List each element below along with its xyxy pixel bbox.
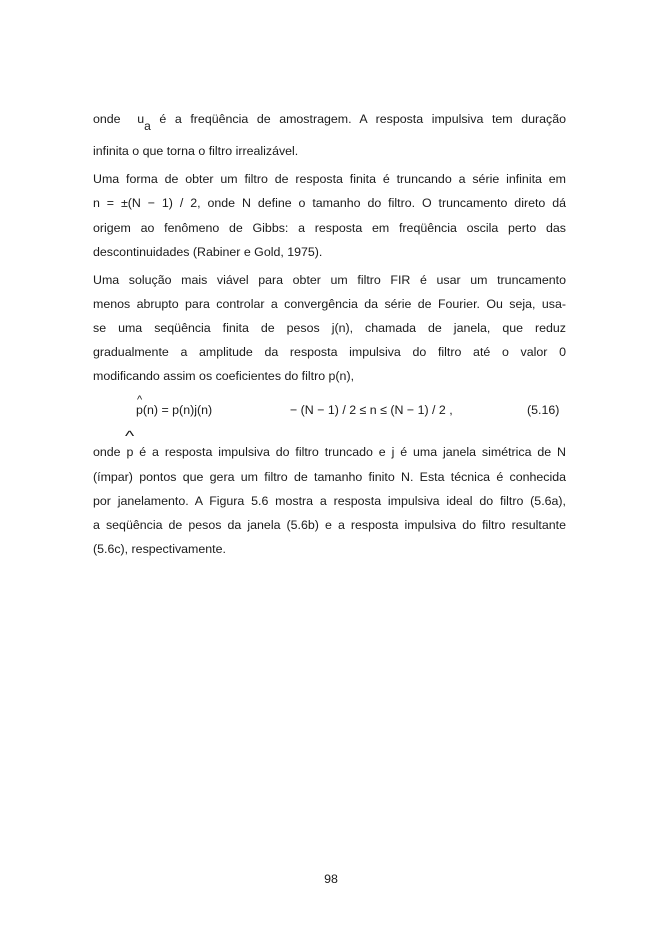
math-n-range: n = ±(N − 1) / 2 bbox=[93, 196, 198, 210]
paragraph-2-line-2 bbox=[93, 196, 566, 211]
paragraph-3-line-3: se uma seqüência finita de pesos j(n), chamada de janela, que reduz bbox=[93, 321, 566, 335]
paragraph-2-line-1: Uma forma de obter um filtro de resposta finita é truncando a série infinita em bbox=[93, 172, 566, 186]
text-sampling-frequency: é a freqüência de amostragem. A resposta impulsiva tem duração bbox=[159, 112, 566, 126]
paragraph-2-line-3: origem ao fenômeno de Gibbs: a resposta em freqüência oscila perto das bbox=[93, 221, 566, 235]
paragraph-4-line-5: (5.6c), respectivamente. bbox=[93, 542, 226, 556]
paragraph-2-line-4: descontinuidades (Rabiner e Gold, 1975). bbox=[93, 245, 323, 259]
paragraph-1-line-1 bbox=[93, 112, 566, 133]
paragraph-3-line-2: menos abrupto para controlar a convergência da série de Fourier. Ou seja, usa- bbox=[93, 297, 566, 311]
paragraph-4-line-2: (ímpar) pontos que gera um filtro de tamanho finito N. Esta técnica é conhecida bbox=[93, 470, 566, 484]
symbol-u: u bbox=[137, 112, 145, 126]
equation-lhs: (n) = p(n)j(n) bbox=[142, 403, 213, 417]
paragraph-3-line-1: Uma solução mais viável para obter um filtro FIR é usar um truncamento bbox=[93, 273, 566, 287]
subscript-a: a bbox=[144, 119, 151, 133]
text-filter-size: , onde N define o tamanho do filtro. O truncamento direto dá bbox=[197, 196, 566, 210]
equation-number: (5.16) bbox=[527, 403, 560, 417]
paragraph-4-line-4: a seqüência de pesos da janela (5.6b) e a resposta impulsiva do filtro resultante bbox=[93, 518, 566, 532]
equation-5-16-range: − (N − 1) / 2 ≤ n ≤ (N − 1) / 2 , bbox=[290, 403, 453, 417]
p-hat-symbol: ^ p bbox=[136, 403, 143, 417]
equation-5-16-left bbox=[136, 403, 212, 417]
paragraph-4-line-1 bbox=[93, 445, 566, 460]
text-onde: onde bbox=[93, 112, 121, 126]
paragraph-3-line-4: gradualmente a amplitude da resposta impulsiva do filtro até o valor 0 bbox=[93, 345, 566, 359]
p-hat-symbol-2: ^ p bbox=[126, 445, 133, 460]
text-truncated-response: é a resposta impulsiva do filtro truncado e j é uma janela simétrica de N bbox=[139, 445, 566, 459]
text-onde-2: onde bbox=[93, 445, 121, 459]
paragraph-1-line-2: infinita o que torna o filtro irrealizável. bbox=[93, 144, 299, 158]
paragraph-3-line-5: modificando assim os coeficientes do filtro p(n), bbox=[93, 369, 355, 383]
symbol-u-a bbox=[137, 112, 151, 133]
paragraph-4-line-3: por janelamento. A Figura 5.6 mostra a resposta impulsiva ideal do filtro (5.6a), bbox=[93, 494, 566, 508]
page-number: 98 bbox=[324, 872, 338, 886]
